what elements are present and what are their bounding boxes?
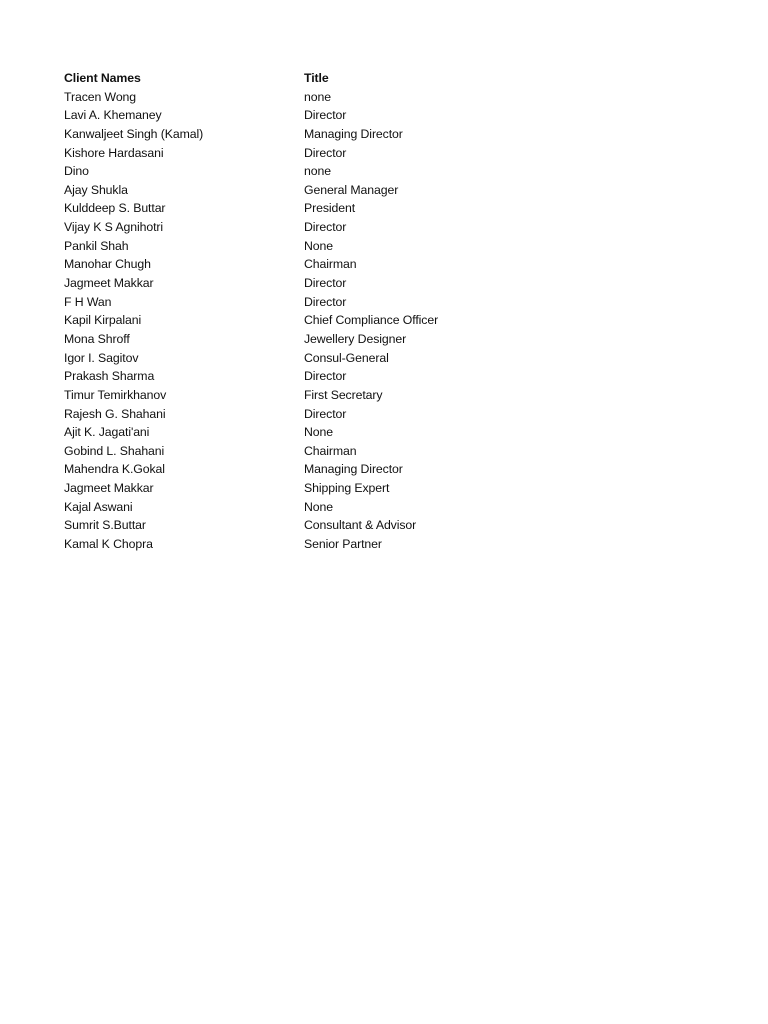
- table-row: [64, 330, 524, 349]
- client-name: F H Wan: [64, 294, 112, 309]
- client-title: General Manager: [304, 182, 399, 197]
- client-title: Chief Compliance Officer: [304, 313, 439, 328]
- client-title: none: [304, 89, 331, 104]
- client-name: Prakash Sharma: [64, 369, 155, 384]
- client-name: Sumrit S.Buttar: [64, 518, 146, 533]
- table-row: [64, 199, 524, 218]
- client-title: Director: [304, 108, 347, 123]
- client-title: None: [304, 499, 333, 514]
- table-row: [64, 106, 524, 125]
- table-row: [64, 479, 524, 498]
- client-name: Mahendra K.Gokal: [64, 462, 165, 477]
- table-row: [64, 274, 524, 293]
- table-row: [64, 367, 524, 386]
- table-row: [64, 293, 524, 312]
- table-row: [64, 405, 524, 424]
- client-name: Jagmeet Makkar: [64, 276, 154, 291]
- client-title: Director: [304, 220, 347, 235]
- client-title: Managing Director: [304, 126, 403, 141]
- client-name: Kajal Aswani: [64, 499, 133, 514]
- table-row: [64, 237, 524, 256]
- client-name: Manohar Chugh: [64, 257, 151, 272]
- client-title: none: [304, 164, 331, 179]
- client-name: Ajay Shukla: [64, 182, 128, 197]
- table-row: [64, 423, 524, 442]
- client-name: Kishore Hardasani: [64, 145, 164, 160]
- table-body: [64, 88, 524, 554]
- table-row: [64, 88, 524, 107]
- table-row: [64, 162, 524, 181]
- client-name: Gobind L. Shahani: [64, 443, 165, 458]
- client-name: Rajesh G. Shahani: [64, 406, 166, 421]
- client-name: Timur Temirkhanov: [64, 387, 167, 402]
- table-row: [64, 255, 524, 274]
- client-name: Kapil Kirpalani: [64, 313, 142, 328]
- table-row: [64, 442, 524, 461]
- client-title: Jewellery Designer: [304, 331, 407, 346]
- table-row: [64, 498, 524, 517]
- client-name: Ajit K. Jagati'ani: [64, 425, 150, 440]
- table-row: [64, 516, 524, 535]
- table-row: [64, 460, 524, 479]
- header-title: Title: [304, 71, 329, 85]
- client-table: [64, 69, 524, 554]
- table-row: [64, 349, 524, 368]
- table-row: [64, 125, 524, 144]
- client-name: Kamal K Chopra: [64, 537, 153, 552]
- client-title: Senior Partner: [304, 537, 382, 552]
- table-row: [64, 311, 524, 330]
- table-row: [64, 144, 524, 163]
- client-title: Director: [304, 145, 347, 160]
- client-title: None: [304, 238, 333, 253]
- table-row: [64, 535, 524, 554]
- client-title: Director: [304, 369, 347, 384]
- client-name: Kanwaljeet Singh (Kamal): [64, 126, 204, 141]
- header-client-names: Client Names: [64, 71, 141, 85]
- client-title: Shipping Expert: [304, 481, 390, 496]
- client-title: Director: [304, 406, 347, 421]
- table-header-row: [64, 69, 524, 88]
- client-name: Lavi A. Khemaney: [64, 108, 162, 123]
- client-name: Tracen Wong: [64, 89, 137, 104]
- client-title: Director: [304, 294, 347, 309]
- table-row: [64, 218, 524, 237]
- client-title: Managing Director: [304, 462, 403, 477]
- client-name: Pankil Shah: [64, 238, 129, 253]
- table-row: [64, 386, 524, 405]
- client-title: Chairman: [304, 257, 357, 272]
- client-name: Dino: [64, 164, 89, 179]
- client-name: Mona Shroff: [64, 331, 130, 346]
- client-title: Consul-General: [304, 350, 389, 365]
- client-name: Kulddeep S. Buttar: [64, 201, 166, 216]
- client-name: Vijay K S Agnihotri: [64, 220, 164, 235]
- client-title: None: [304, 425, 333, 440]
- client-title: Director: [304, 276, 347, 291]
- client-name: Igor I. Sagitov: [64, 350, 139, 365]
- table-row: [64, 181, 524, 200]
- client-title: President: [304, 201, 356, 216]
- client-name: Jagmeet Makkar: [64, 481, 154, 496]
- client-title: Chairman: [304, 443, 357, 458]
- client-title: First Secretary: [304, 387, 383, 402]
- client-title: Consultant & Advisor: [304, 518, 417, 533]
